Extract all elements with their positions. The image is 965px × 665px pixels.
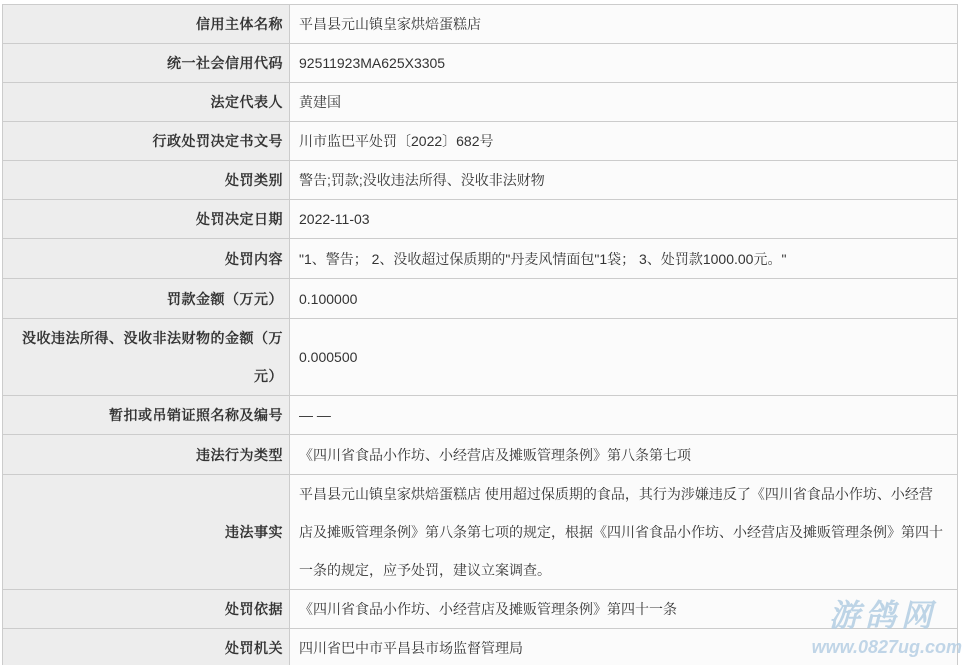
row-value-penalty-decision-doc-number: 川市监巴平处罚〔2022〕682号 [290, 122, 958, 161]
table-row [3, 200, 958, 239]
row-value-penalty-authority: 四川省巴中市平昌县市场监督管理局 [290, 629, 958, 665]
row-value-fine-amount: 0.100000 [290, 279, 958, 319]
row-value-credit-subject-name: 平昌县元山镇皇家烘焙蛋糕店 [290, 5, 958, 44]
row-value-legal-representative: 黄建国 [290, 83, 958, 122]
table-row [3, 590, 958, 629]
row-label-fine-amount: 罚款金额（万元） [3, 279, 290, 319]
row-value-confiscated-amount: 0.000500 [290, 319, 958, 396]
row-label-penalty-decision-date: 处罚决定日期 [3, 200, 290, 239]
table-row [3, 475, 958, 590]
row-label-penalty-authority: 处罚机关 [3, 629, 290, 665]
row-label-penalty-category: 处罚类别 [3, 161, 290, 200]
table-row [3, 83, 958, 122]
row-value-penalty-content: "1、警告； 2、没收超过保质期的"丹麦风情面包"1袋； 3、处罚款1000.00元。" [290, 239, 958, 279]
row-label-penalty-decision-doc-number: 行政处罚决定书文号 [3, 122, 290, 161]
row-value-violation-facts: 平昌县元山镇皇家烘焙蛋糕店 使用超过保质期的食品，其行为涉嫌违反了《四川省食品小作坊、小经营店及摊贩管理条例》第八条第七项的规定，根据《四川省食品小作坊、小经营店及摊贩管理条例》第四十一条的规定，应予处罚，建议立案调查。 [290, 475, 958, 590]
row-label-penalty-content: 处罚内容 [3, 239, 290, 279]
penalty-info-table [2, 4, 958, 665]
row-label-violation-facts: 违法事实 [3, 475, 290, 590]
table-row [3, 239, 958, 279]
row-value-violation-type: 《四川省食品小作坊、小经营店及摊贩管理条例》第八条第七项 [290, 435, 958, 475]
row-label-violation-type: 违法行为类型 [3, 435, 290, 475]
row-label-suspended-license: 暂扣或吊销证照名称及编号 [3, 396, 290, 435]
table-row [3, 5, 958, 44]
watermark-logo-text: 游鸽网 [829, 598, 937, 633]
table-row [3, 435, 958, 475]
row-value-unified-social-credit-code: 92511923MA625X3305 [290, 44, 958, 83]
row-value-penalty-category: 警告;罚款;没收违法所得、没收非法财物 [290, 161, 958, 200]
row-label-legal-representative: 法定代表人 [3, 83, 290, 122]
row-label-credit-subject-name: 信用主体名称 [3, 5, 290, 44]
row-label-unified-social-credit-code: 统一社会信用代码 [3, 44, 290, 83]
row-value-penalty-basis: 《四川省食品小作坊、小经营店及摊贩管理条例》第四十一条 [290, 590, 958, 629]
table-row [3, 319, 958, 396]
table-row [3, 629, 958, 665]
table-row [3, 161, 958, 200]
table-row [3, 396, 958, 435]
table-row [3, 122, 958, 161]
table-row [3, 44, 958, 83]
row-value-penalty-decision-date: 2022-11-03 [290, 200, 958, 239]
watermark-url-text: www.0827ug.com [811, 637, 962, 657]
row-label-confiscated-amount: 没收违法所得、没收非法财物的金额（万元） [3, 319, 290, 396]
row-label-penalty-basis: 处罚依据 [3, 590, 290, 629]
row-value-suspended-license: — — [290, 396, 958, 435]
table-row [3, 279, 958, 319]
